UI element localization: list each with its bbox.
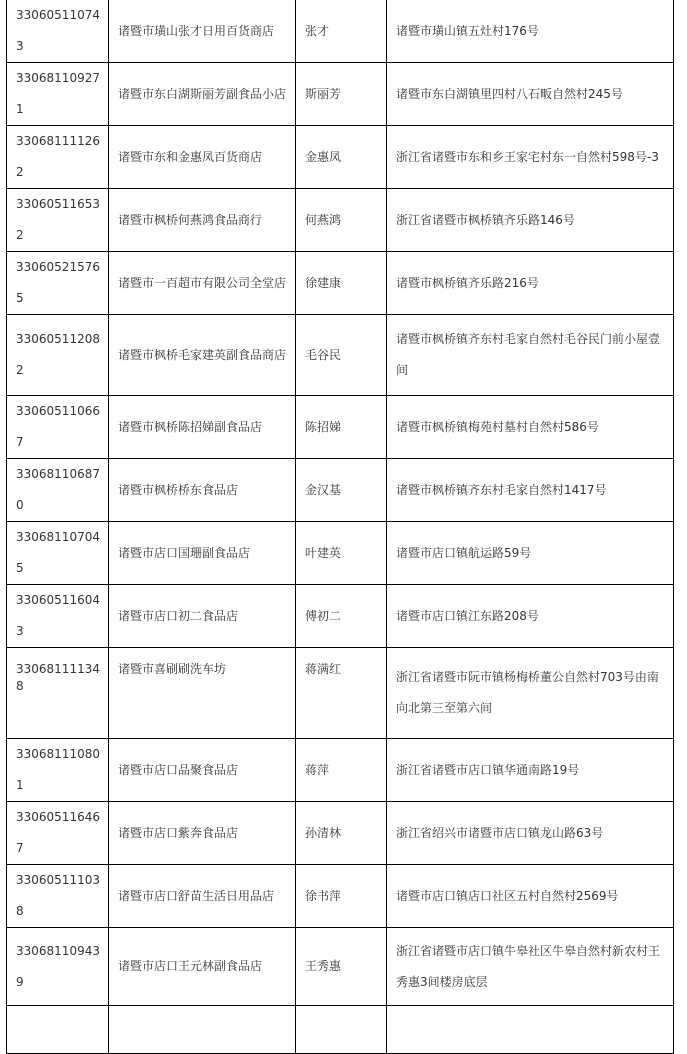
address-cell: 诸暨市枫桥镇齐东村毛家自然村毛谷民门前小屋壹间 <box>387 315 674 396</box>
table-row <box>7 315 674 396</box>
business-name-cell: 诸暨市店口舒苗生活日用品店 <box>109 865 296 928</box>
address-cell: 诸暨市枫桥镇齐乐路216号 <box>387 252 674 315</box>
records-table-container <box>6 0 673 1054</box>
operator-name-cell: 金汉基 <box>296 459 387 522</box>
operator-name-cell: 斯丽芳 <box>296 63 387 126</box>
registration-number-cell: 330605215765 <box>7 252 109 315</box>
table-row <box>7 63 674 126</box>
operator-name-cell: 毛谷民 <box>296 315 387 396</box>
registration-number-cell: 330681111262 <box>7 126 109 189</box>
table-row <box>7 865 674 928</box>
address-cell: 诸暨市枫桥镇梅苑村墓村自然村586号 <box>387 396 674 459</box>
address-cell: 浙江省诸暨市店口镇华通南路19号 <box>387 739 674 802</box>
operator-name-cell: 蒋萍 <box>296 739 387 802</box>
registration-number-cell: 330605116532 <box>7 189 109 252</box>
table-row <box>7 252 674 315</box>
operator-name-cell: 张才 <box>296 0 387 63</box>
business-name-cell: 诸暨市店口初二食品店 <box>109 585 296 648</box>
business-name-cell: 诸暨市喜刷刷洗车坊 <box>109 648 296 739</box>
address-cell: 浙江省诸暨市枫桥镇齐乐路146号 <box>387 189 674 252</box>
table-row <box>7 739 674 802</box>
table-row <box>7 802 674 865</box>
operator-name-cell: 徐书萍 <box>296 865 387 928</box>
table-row <box>7 1006 674 1054</box>
table-row <box>7 459 674 522</box>
registration-number-cell: 330605116043 <box>7 585 109 648</box>
business-name-cell: 诸暨市店口品聚食品店 <box>109 739 296 802</box>
registration-number-cell: 330605110667 <box>7 396 109 459</box>
business-name-cell: 诸暨市店口紫奔食品店 <box>109 802 296 865</box>
registration-number-cell: 330605116467 <box>7 802 109 865</box>
operator-name-cell: 王秀惠 <box>296 928 387 1006</box>
business-name-cell: 诸暨市枫桥桥东食品店 <box>109 459 296 522</box>
business-name-cell <box>109 1006 296 1054</box>
registration-number-cell: 330605110743 <box>7 0 109 63</box>
operator-name-cell: 何燕鸿 <box>296 189 387 252</box>
registration-number-cell: 330681109439 <box>7 928 109 1006</box>
table-row <box>7 928 674 1006</box>
business-name-cell: 诸暨市店口国珊副食品店 <box>109 522 296 585</box>
address-cell: 诸暨市店口镇江东路208号 <box>387 585 674 648</box>
registration-number-cell: 330681107045 <box>7 522 109 585</box>
business-name-cell: 诸暨市璜山张才日用百货商店 <box>109 0 296 63</box>
table-row <box>7 648 674 739</box>
registration-number-cell: 330681109271 <box>7 63 109 126</box>
operator-name-cell: 傅初二 <box>296 585 387 648</box>
operator-name-cell: 叶建英 <box>296 522 387 585</box>
business-name-cell: 诸暨市枫桥陈招娣副食品店 <box>109 396 296 459</box>
table-row <box>7 585 674 648</box>
operator-name-cell: 孙清林 <box>296 802 387 865</box>
address-cell: 诸暨市璜山镇五灶村176号 <box>387 0 674 63</box>
table-row <box>7 522 674 585</box>
business-name-cell: 诸暨市一百超市有限公司全堂店 <box>109 252 296 315</box>
table-row <box>7 396 674 459</box>
business-name-cell: 诸暨市店口王元林副食品店 <box>109 928 296 1006</box>
business-name-cell: 诸暨市枫桥毛家建英副食品商店 <box>109 315 296 396</box>
operator-name-cell: 蒋满红 <box>296 648 387 739</box>
address-cell: 诸暨市店口镇航运路59号 <box>387 522 674 585</box>
registration-number-cell: 330681106870 <box>7 459 109 522</box>
table-row <box>7 0 674 63</box>
business-name-cell: 诸暨市东和金惠凤百货商店 <box>109 126 296 189</box>
table-row <box>7 126 674 189</box>
registration-number-cell: 330681110801 <box>7 739 109 802</box>
address-cell <box>387 1006 674 1054</box>
address-cell: 浙江省绍兴市诸暨市店口镇龙山路63号 <box>387 802 674 865</box>
operator-name-cell <box>296 1006 387 1054</box>
registration-number-cell: 330605112082 <box>7 315 109 396</box>
table-row <box>7 189 674 252</box>
business-name-cell: 诸暨市东白湖斯丽芳副食品小店 <box>109 63 296 126</box>
address-cell: 浙江省诸暨市阮市镇杨梅桥董公自然村703号由南向北第三至第六间 <box>387 648 674 739</box>
operator-name-cell: 金惠凤 <box>296 126 387 189</box>
address-cell: 浙江省诸暨市店口镇牛皋社区牛皋自然村新农村王秀惠3间楼房底层 <box>387 928 674 1006</box>
records-table <box>6 0 674 1054</box>
address-cell: 浙江省诸暨市东和乡王家宅村东一自然村598号-3 <box>387 126 674 189</box>
address-cell: 诸暨市店口镇店口社区五村自然村2569号 <box>387 865 674 928</box>
address-cell: 诸暨市枫桥镇齐东村毛家自然村1417号 <box>387 459 674 522</box>
business-name-cell: 诸暨市枫桥何燕鸿食品商行 <box>109 189 296 252</box>
registration-number-cell: 330605111038 <box>7 865 109 928</box>
registration-number-cell: 330681111348 <box>7 648 109 739</box>
registration-number-cell <box>7 1006 109 1054</box>
operator-name-cell: 徐建康 <box>296 252 387 315</box>
address-cell: 诸暨市东白湖镇里四村八石畈自然村245号 <box>387 63 674 126</box>
operator-name-cell: 陈招娣 <box>296 396 387 459</box>
